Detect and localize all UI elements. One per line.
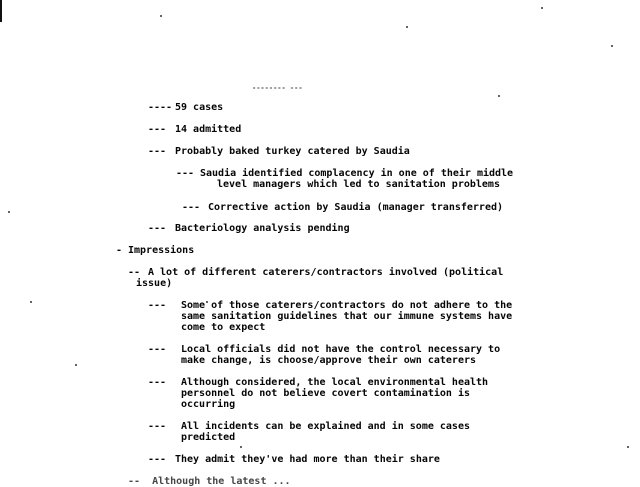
item-bullet: --- — [148, 421, 167, 432]
section-heading: Impressions — [128, 245, 195, 256]
item-text: make change, is choose/approve their own caterers — [181, 355, 477, 366]
scan-speck — [240, 446, 242, 448]
item-text: 59 cases — [175, 102, 224, 113]
scan-speck — [627, 446, 629, 448]
item-bullet: --- — [148, 377, 167, 388]
item-text: Although considered, the local environmental health — [181, 377, 489, 388]
item-text: issue) — [136, 278, 173, 289]
item-text: Saudia identified complacency in one of their middle — [200, 168, 514, 179]
scan-speck — [498, 95, 500, 97]
scan-speck — [541, 7, 543, 9]
item-bullet: --- — [148, 146, 167, 157]
scan-speck — [75, 364, 77, 366]
scan-speck — [160, 15, 162, 17]
scan-speck — [8, 211, 10, 213]
item-text: All incidents can be explained and in some cases — [181, 421, 470, 432]
item-text: Bacteriology analysis pending — [175, 223, 350, 234]
cut-off-footer-line: -- Although the latest ... — [128, 476, 291, 487]
item-text: occurring — [181, 399, 236, 410]
item-bullet: ---- — [148, 102, 173, 113]
item-text: predicted — [181, 432, 236, 443]
item-bullet: --- — [176, 168, 195, 179]
item-text: Corrective action by Saudia (manager transferred) — [208, 202, 504, 213]
item-bullet: --- — [148, 124, 167, 135]
item-text: They admit they've had more than their share — [175, 454, 440, 465]
item-bullet: --- — [148, 454, 167, 465]
section-bullet: - — [116, 245, 123, 256]
item-text: come to expect — [181, 322, 266, 333]
item-text: Local officials did not have the control necessary to — [181, 344, 501, 355]
item-bullet: -- — [128, 267, 141, 278]
item-bullet: --- — [182, 202, 201, 213]
item-text: same sanitation guidelines that our immune systems have — [181, 311, 513, 322]
item-bullet: --- — [148, 344, 167, 355]
item-text: A lot of different caterers/contractors involved (political — [148, 267, 504, 278]
item-text: Some of those caterers/contractors do not adhere to the — [181, 300, 513, 311]
scan-edge-mark — [0, 0, 2, 22]
item-bullet: --- — [148, 223, 167, 234]
item-text: personnel do not believe covert contamination is — [181, 388, 470, 399]
item-text: level managers which led to sanitation problems — [217, 179, 500, 190]
scan-speck — [30, 301, 32, 303]
item-text: Probably baked turkey catered by Saudia — [175, 146, 410, 157]
item-bullet: --- — [148, 300, 167, 311]
header-mark: -------- --- — [252, 84, 303, 92]
item-text: 14 admitted — [175, 124, 242, 135]
scan-speck — [406, 26, 408, 28]
scan-speck — [611, 45, 613, 47]
